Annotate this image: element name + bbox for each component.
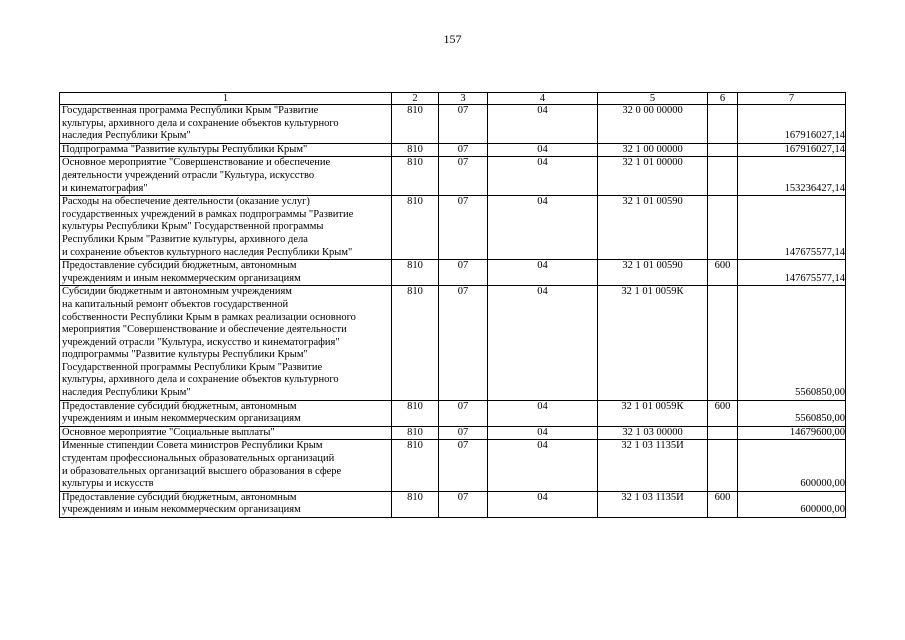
code-2-cell: 810 bbox=[392, 440, 439, 491]
page-number: 157 bbox=[443, 32, 462, 46]
code-6-cell bbox=[708, 426, 738, 440]
code-6-cell bbox=[708, 286, 738, 400]
amount-cell: 147675577,14 bbox=[738, 196, 846, 260]
code-2-cell: 810 bbox=[392, 105, 439, 144]
header-cell: 6 bbox=[708, 93, 738, 105]
code-4-cell: 04 bbox=[488, 491, 598, 517]
code-5-cell: 32 0 00 00000 bbox=[598, 105, 708, 144]
code-6-cell: 600 bbox=[708, 260, 738, 286]
code-5-cell: 32 1 01 0059К bbox=[598, 400, 708, 426]
header-cell: 5 bbox=[598, 93, 708, 105]
code-3-cell: 07 bbox=[439, 157, 488, 196]
code-4-cell: 04 bbox=[488, 157, 598, 196]
table-header-row bbox=[60, 93, 846, 105]
code-6-cell bbox=[708, 143, 738, 157]
table-row bbox=[60, 426, 846, 440]
code-5-cell: 32 1 03 1135И bbox=[598, 440, 708, 491]
code-5-cell: 32 1 01 00590 bbox=[598, 260, 708, 286]
code-2-cell: 810 bbox=[392, 400, 439, 426]
code-2-cell: 810 bbox=[392, 196, 439, 260]
code-4-cell: 04 bbox=[488, 440, 598, 491]
row-name-cell: Субсидии бюджетным и автономным учреждениям на капитальный ремонт объектов государственной собственности Республики Крым в рамках реализации основного мероприятия "Совершенствование и обеспечение деятельности учреждений отрасли "Культура, искусство и кинематография" подпрограммы "Развитие культуры Республики Крым" Государственной программы Республики Крым "Развитие культуры, архивного дела и сохранение объектов культурного наследия Республики Крым" bbox=[60, 286, 392, 400]
table-row bbox=[60, 260, 846, 286]
header-cell: 4 bbox=[488, 93, 598, 105]
code-3-cell: 07 bbox=[439, 440, 488, 491]
code-3-cell: 07 bbox=[439, 260, 488, 286]
code-2-cell: 810 bbox=[392, 286, 439, 400]
code-3-cell: 07 bbox=[439, 400, 488, 426]
table-row bbox=[60, 400, 846, 426]
code-4-cell: 04 bbox=[488, 260, 598, 286]
code-5-cell: 32 1 01 00000 bbox=[598, 157, 708, 196]
code-2-cell: 810 bbox=[392, 491, 439, 517]
row-name-cell: Расходы на обеспечение деятельности (оказание услуг) государственных учреждений в рамках подпрограммы "Развитие культуры Республики Крым" Государственной программы Республики Крым "Развитие культуры, архивного дела и сохранение объектов культурного наследия Республики Крым" bbox=[60, 196, 392, 260]
budget-table bbox=[59, 92, 846, 518]
table-row bbox=[60, 157, 846, 196]
row-name-cell: Именные стипендии Совета министров Республики Крым студентам профессиональных образовательных организаций и образовательных организаций высшего образования в сфере культуры и искусств bbox=[60, 440, 392, 491]
code-6-cell: 600 bbox=[708, 491, 738, 517]
table-row bbox=[60, 143, 846, 157]
amount-cell: 147675577,14 bbox=[738, 260, 846, 286]
amount-cell: 5560850,00 bbox=[738, 286, 846, 400]
code-4-cell: 04 bbox=[488, 286, 598, 400]
row-name-cell: Государственная программа Республики Крым "Развитие культуры, архивного дела и сохранение объектов культурного наследия Республики Крым" bbox=[60, 105, 392, 144]
code-3-cell: 07 bbox=[439, 143, 488, 157]
row-name-cell: Основное мероприятие "Совершенствование и обеспечение деятельности учреждений отрасли "Культура, искусство и кинематография" bbox=[60, 157, 392, 196]
code-3-cell: 07 bbox=[439, 105, 488, 144]
code-4-cell: 04 bbox=[488, 143, 598, 157]
table-row bbox=[60, 286, 846, 400]
code-3-cell: 07 bbox=[439, 286, 488, 400]
row-name-cell: Подпрограмма "Развитие культуры Республики Крым" bbox=[60, 143, 392, 157]
table-row bbox=[60, 196, 846, 260]
row-name-cell: Предоставление субсидий бюджетным, автономным учреждениям и иным некоммерческим организациям bbox=[60, 400, 392, 426]
code-5-cell: 32 1 03 1135И bbox=[598, 491, 708, 517]
code-5-cell: 32 1 03 00000 bbox=[598, 426, 708, 440]
code-5-cell: 32 1 01 00590 bbox=[598, 196, 708, 260]
code-2-cell: 810 bbox=[392, 157, 439, 196]
row-name-cell: Предоставление субсидий бюджетным, автономным учреждениям и иным некоммерческим организациям bbox=[60, 491, 392, 517]
code-3-cell: 07 bbox=[439, 196, 488, 260]
table-row bbox=[60, 105, 846, 144]
code-3-cell: 07 bbox=[439, 426, 488, 440]
amount-cell: 153236427,14 bbox=[738, 157, 846, 196]
header-cell: 3 bbox=[439, 93, 488, 105]
code-4-cell: 04 bbox=[488, 426, 598, 440]
code-6-cell bbox=[708, 105, 738, 144]
amount-cell: 5560850,00 bbox=[738, 400, 846, 426]
table-row bbox=[60, 440, 846, 491]
code-2-cell: 810 bbox=[392, 143, 439, 157]
code-2-cell: 810 bbox=[392, 426, 439, 440]
code-4-cell: 04 bbox=[488, 196, 598, 260]
amount-cell: 600000,00 bbox=[738, 440, 846, 491]
code-5-cell: 32 1 00 00000 bbox=[598, 143, 708, 157]
amount-cell: 167916027,14 bbox=[738, 143, 846, 157]
header-cell: 1 bbox=[60, 93, 392, 105]
code-6-cell bbox=[708, 196, 738, 260]
header-cell: 7 bbox=[738, 93, 846, 105]
amount-cell: 14679600,00 bbox=[738, 426, 846, 440]
code-6-cell bbox=[708, 157, 738, 196]
code-3-cell: 07 bbox=[439, 491, 488, 517]
amount-cell: 167916027,14 bbox=[738, 105, 846, 144]
row-name-cell: Предоставление субсидий бюджетным, автономным учреждениям и иным некоммерческим организациям bbox=[60, 260, 392, 286]
table-row bbox=[60, 491, 846, 517]
code-4-cell: 04 bbox=[488, 400, 598, 426]
code-6-cell: 600 bbox=[708, 400, 738, 426]
code-4-cell: 04 bbox=[488, 105, 598, 144]
code-5-cell: 32 1 01 0059К bbox=[598, 286, 708, 400]
code-6-cell bbox=[708, 440, 738, 491]
code-2-cell: 810 bbox=[392, 260, 439, 286]
amount-cell: 600000,00 bbox=[738, 491, 846, 517]
header-cell: 2 bbox=[392, 93, 439, 105]
row-name-cell: Основное мероприятие "Социальные выплаты" bbox=[60, 426, 392, 440]
